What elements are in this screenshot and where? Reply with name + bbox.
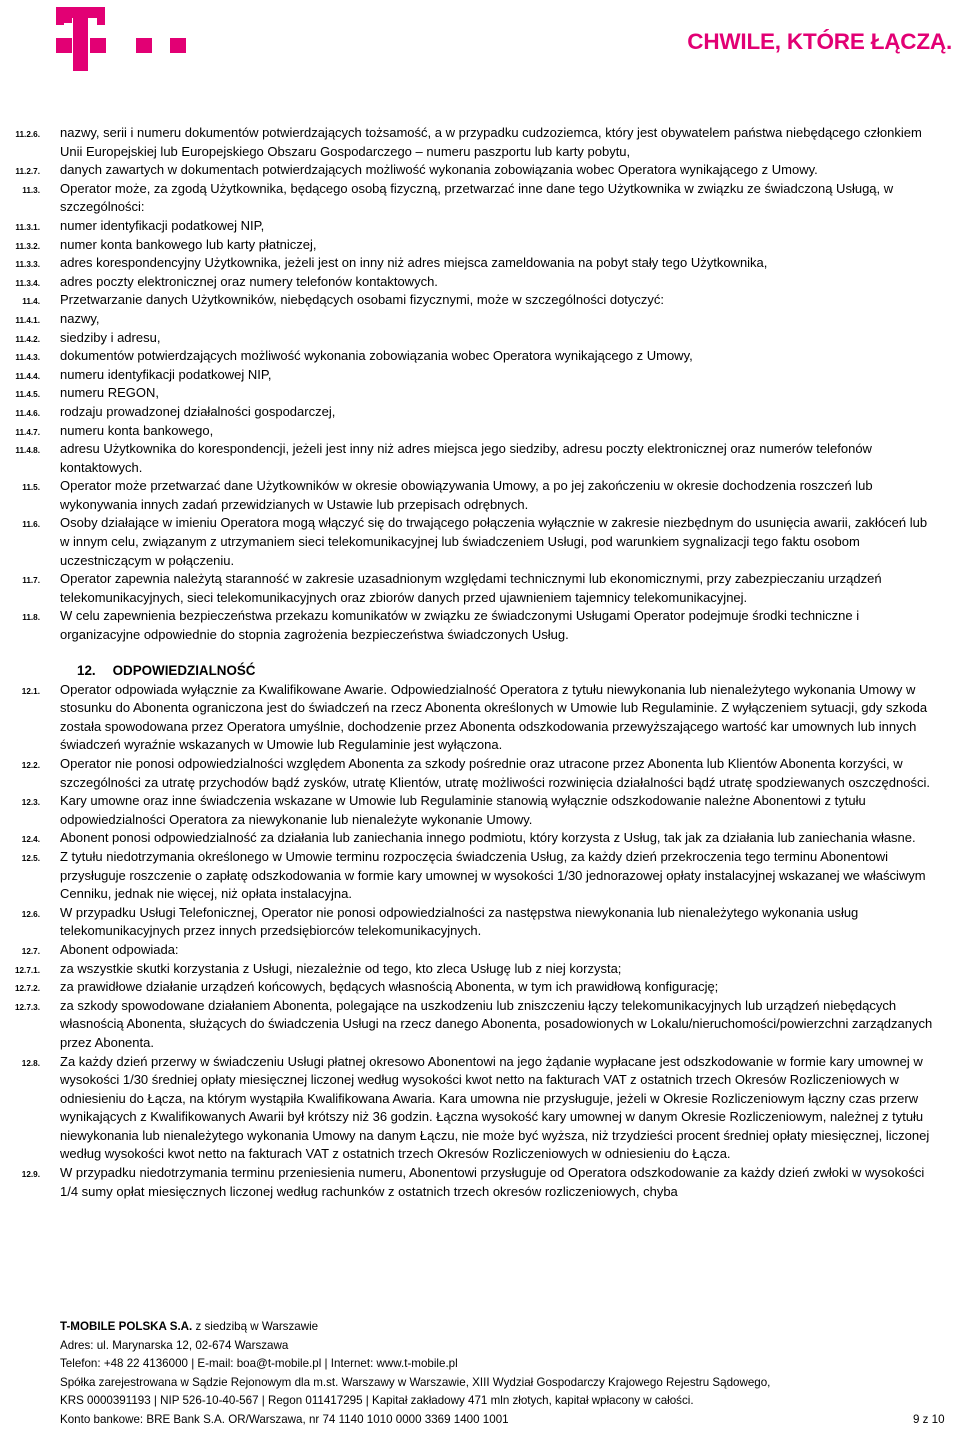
item-text: Operator zapewnia należytą staranność w zakresie uzasadnionym względami technicznymi lub ekonomicznymi, przy zabezpieczaniu urządzeń telekomunikacyjnych, sieci telekomunikacyjnych oraz zbiorów danych przed ujawnieniem tajemnicy telekomunikacyjnej. bbox=[60, 571, 882, 605]
item-text: numer identyfikacji podatkowej NIP, bbox=[60, 217, 265, 233]
item-text: Operator odpowiada wyłącznie za Kwalifikowane Awarie. Odpowiedzialność Operatora z tytułu niewykonania lub nienależytego wykonania Umowy w stosunku do Abonenta ograniczona jest do świadczeń na rzecz Abonenta określonych w Umowie lub Regulaminie. Z wyłączeniem sytuacji, gdy szkoda została spowodowana przez Operatora umyślnie, dochodzenie przez Abonenta odszkodowania przewyższającego wartość kar umownych lub innych świadczeń wyraźnie wskazanych w Umowie lub Regulaminie jest wyłączona. bbox=[60, 681, 928, 753]
list-item bbox=[0, 755, 960, 792]
item-number: 11.3. bbox=[22, 185, 40, 195]
item-text: Abonent ponosi odpowiedzialność za działania lub zaniechania innego podmiotu, który korzysta z Usług, tak jak za działania lub zaniechania własne. bbox=[60, 830, 916, 846]
list-item bbox=[0, 997, 960, 1053]
item-text: Operator może przetwarzać dane Użytkowników w okresie obowiązywania Umowy, a po jej zakończeniu w okresie dochodzenia roszczeń lub wykonywania innych zadań przewidzianych w Ustawie lub przepisach odrębnych. bbox=[60, 478, 873, 512]
section-11-list bbox=[0, 124, 960, 645]
item-number: 12.9. bbox=[21, 1170, 40, 1180]
document-body bbox=[0, 124, 960, 1201]
item-number: 12.7. bbox=[21, 946, 40, 956]
list-item bbox=[0, 514, 960, 570]
company-registry: Spółka zarejestrowana w Sądzie Rejonowym dla m.st. Warszawy w Warszawie, XIII Wydział Gospodarczy Krajowego Rejestru Sądowego, bbox=[60, 1375, 771, 1389]
item-number: 12.7.1. bbox=[14, 965, 40, 975]
item-number: 12.2. bbox=[21, 761, 40, 770]
item-text: adres poczty elektronicznej oraz numery telefonów kontaktowych. bbox=[60, 273, 438, 289]
bank-account: Konto bankowe: BRE Bank S.A. OR/Warszawa, nr 74 1140 1010 0000 3369 1400 1001 9 z 10 bbox=[60, 1411, 770, 1430]
list-item bbox=[0, 124, 960, 161]
item-text: numeru identyfikacji podatkowej NIP, bbox=[60, 366, 272, 382]
list-item bbox=[0, 291, 960, 310]
item-number: 11.3.3. bbox=[15, 260, 40, 270]
item-text: numeru REGON, bbox=[60, 385, 159, 401]
item-text: nazwy, bbox=[60, 310, 100, 326]
item-number: 11.3.2. bbox=[15, 241, 40, 251]
list-item bbox=[0, 978, 960, 997]
item-number: 11.4.3. bbox=[15, 353, 40, 363]
item-text: adres korespondencyjny Użytkownika, jeżeli jest on inny niż adres miejsca zameldowania na pobyt stały tego Użytkownika, bbox=[60, 255, 768, 271]
list-item bbox=[0, 904, 960, 941]
item-number: 12.5. bbox=[21, 853, 40, 863]
list-item bbox=[0, 960, 960, 979]
list-item bbox=[0, 941, 960, 960]
list-item bbox=[0, 329, 960, 348]
list-item bbox=[0, 403, 960, 422]
item-text: Operator może, za zgodą Użytkownika, będącego osobą fizyczną, przetwarzać inne dane tego Użytkownika w związku ze świadczoną Usługą, w szczególności: bbox=[60, 180, 894, 215]
section-heading: 12. ODPOWIEDZIALNOŚĆ bbox=[77, 662, 256, 678]
company-name: T-MOBILE POLSKA S.A. bbox=[60, 1320, 193, 1333]
item-number: 12.1. bbox=[21, 686, 40, 696]
item-text: W przypadku Usługi Telefonicznej, Operator nie ponosi odpowiedzialności za następstwa niewykonania lub nienależytego wykonania usług telekomunikacyjnych przez innych przedsiębiorców telekomunikacyjnych. bbox=[60, 904, 859, 939]
item-number: 11.4.6. bbox=[15, 408, 40, 418]
item-text: Operator nie ponosi odpowiedzialności względem Abonenta za szkody pośrednie oraz utracone przez Abonenta lub Klientów Abonenta korzyści, w szczególności za utratę przychodów bądź zysków, utratę Klientów, utratę możliwości rozwinięcia działalności bądź utratę spodziewanych oszczędności. bbox=[60, 756, 930, 790]
item-number: 11.4.1. bbox=[15, 315, 40, 325]
company-address: Adres: ul. Marynarska 12, 02-674 Warszawa bbox=[60, 1338, 289, 1352]
list-item bbox=[0, 310, 960, 329]
company-ids: KRS 0000391193 | NIP 526-10-40-567 | Regon 011417295 | Kapitał zakładowy 471 mln złotych, kapitał wpłacony w całości. bbox=[60, 1394, 694, 1408]
item-text: danych zawartych w dokumentach potwierdzających możliwość wykonania zobowiązania wobec Operatora wynikającego z Umowy. bbox=[60, 162, 818, 178]
list-item bbox=[0, 384, 960, 403]
list-item bbox=[0, 1164, 960, 1201]
item-text: dokumentów potwierdzających możliwość wykonania zobowiązania wobec Operatora wynikającego z Umowy, bbox=[60, 348, 693, 364]
section-12-list bbox=[0, 681, 960, 1202]
item-number: 11.4.4. bbox=[15, 371, 40, 381]
item-number: 11.7. bbox=[22, 576, 40, 586]
company-seat: z siedzibą w Warszawie bbox=[192, 1320, 319, 1333]
item-number: 11.4.8. bbox=[15, 446, 40, 456]
item-number: 11.3.4. bbox=[15, 278, 40, 288]
item-number: 12.7.2. bbox=[14, 984, 40, 994]
item-number: 11.8. bbox=[22, 613, 40, 623]
item-text: Osoby działające w imieniu Operatora mogą włączyć się do trwającego połączenia wyłącznie w zakresie niezbędnym do usunięcia awarii, zakłóceń lub w innym celu, związanym z utrzymaniem sieci telekomunikacyjnej lub świadczeniem Usługi, pod warunkiem sygnalizacji tego faktu osobom uczestniczącym w połączeniu. bbox=[60, 515, 928, 568]
item-text: Za każdy dzień przerwy w świadczeniu Usługi płatnej okresowo Abonentowi na jego żądanie wypłacane jest odszkodowanie w formie kary umownej w wysokości 1/30 średniej opłaty miesięcznej liczonej według wysokości kwot netto na fakturach VAT z ostatnich trzech Okresów Rozliczeniowych w odniesieniu do Łącza, na którym wystąpiła Kwalifikowana Awaria. Kara umowna nie przysługuje, jeżeli w Okresie Rozliczeniowym łączny czas przerw wynikających z Kwalifikowanych Awarii był krótszy niż 36 godzin. Łączna wysokość kary umownej w danym Okresie Rozliczeniowym, należnej z tytułu niewykonania lub nienależytego wykonania Umowy na danym Łączu, nie może być wyższa, niż trzydzieści procent średniej opłaty miesięcznej, liczonej według wysokości kwot netto na fakturach VAT z ostatnich trzech Okresów Rozliczeniowych w odniesieniu do Łącza. bbox=[60, 1053, 930, 1162]
list-item bbox=[0, 347, 960, 366]
list-item bbox=[0, 440, 960, 477]
item-text: siedziby i adresu, bbox=[60, 329, 161, 345]
item-text: Z tytułu niedotrzymania określonego w Umowie terminu rozpoczęcia świadczenia Usług, za każdy dzień przekroczenia tego terminu Abonentowi przysługuje roszczenie o zapłatę odszkodowania w formie kary umownej w wysokości 1/30 jednorazowej opłaty instalacyjnej wskazanej we właściwym Cenniku, jednak nie więcej, niż opłata instalacyjna. bbox=[60, 848, 926, 902]
item-number: 12.8. bbox=[21, 1058, 40, 1068]
item-text: numeru konta bankowego, bbox=[60, 422, 214, 438]
list-item bbox=[0, 273, 960, 292]
list-item bbox=[0, 254, 960, 273]
item-text: numer konta bankowego lub karty płatniczej, bbox=[60, 236, 317, 252]
item-number: 11.4. bbox=[22, 297, 40, 307]
item-text: Kary umowne oraz inne świadczenia wskazane w Umowie lub Regulaminie stanowią wyłącznie odszkodowanie należne Abonentowi z tytułu odpowiedzialności Operatora za niewykonanie lub nienależyte wykonanie Umowy. bbox=[60, 793, 866, 827]
list-item bbox=[0, 792, 960, 829]
item-text: nazwy, serii i numeru dokumentów potwierdzających tożsamość, a w przypadku cudzoziemca, który jest obywatelem państwa niebędącego członkiem Unii Europejskiej lub Europejskiego Obszaru Gospodarczego – numeru paszportu lub karty pobytu, bbox=[60, 125, 922, 159]
item-text: Przetwarzanie danych Użytkowników, niebędących osobami fizycznymi, może w szczególności dotyczyć: bbox=[60, 292, 665, 308]
list-item bbox=[0, 180, 960, 217]
item-text: W celu zapewnienia bezpieczeństwa przekazu komunikatów w związku ze świadczonymi Usługami Operator podejmuje środki techniczne i organizacyjne odpowiednie do stopnia zagrożenia bezpieczeństwa świadczonych Usług. bbox=[60, 608, 860, 643]
list-item bbox=[0, 829, 960, 848]
item-number: 11.5. bbox=[22, 483, 40, 493]
item-number: 12.6. bbox=[21, 909, 40, 919]
item-text: za prawidłowe działanie urządzeń końcowych, będących własnością Abonenta, w tym ich prawidłową konfigurację; bbox=[60, 979, 719, 995]
page-number: 9 z 10 bbox=[913, 1412, 945, 1426]
item-text: za szkody spowodowane działaniem Abonenta, polegające na uszkodzeniu lub zniszczeniu łączy telekomunikacyjnych lub urządzeń niebędących własnością Abonenta, służących do świadczenia Usługi na rzecz danego Abonenta, posadowionych w Lokalu/nieruchomości/powierzchni zarządzanych przez Abonenta. bbox=[60, 997, 933, 1050]
list-item bbox=[0, 217, 960, 236]
tagline: CHWILE, KTÓRE ŁĄCZĄ. bbox=[687, 29, 952, 54]
list-item bbox=[0, 366, 960, 385]
company-contact: Telefon: +48 22 4136000 | E-mail: boa@t-mobile.pl | Internet: www.t-mobile.pl bbox=[60, 1357, 458, 1371]
item-number: 11.2.6. bbox=[15, 130, 40, 139]
section-title: ODPOWIEDZIALNOŚĆ bbox=[112, 662, 256, 678]
list-item bbox=[0, 161, 960, 180]
item-number: 11.4.7. bbox=[15, 427, 40, 437]
list-item bbox=[0, 681, 960, 755]
item-text: Abonent odpowiada: bbox=[60, 941, 179, 957]
item-number: 11.6. bbox=[22, 520, 40, 530]
list-item bbox=[0, 477, 960, 514]
list-item bbox=[0, 236, 960, 255]
list-item bbox=[0, 848, 960, 904]
item-number: 11.2.7. bbox=[15, 167, 40, 177]
item-text: W przypadku niedotrzymania terminu przeniesienia numeru, Abonentowi przysługuje od Operatora odszkodowanie za każdy dzień zwłoki w wysokości 1/4 sumy opłat miesięcznych liczonej według rachunków z ostatnich trzech okresów rozliczeniowych, chyba bbox=[60, 1165, 925, 1199]
t-mobile-logo-icon bbox=[56, 7, 188, 71]
list-item bbox=[0, 1053, 960, 1165]
item-text: za wszystkie skutki korzystania z Usługi, niezależnie od tego, kto zleca Usługę lub z niej korzysta; bbox=[60, 960, 622, 976]
item-number: 12.4. bbox=[21, 835, 40, 845]
item-number: 11.4.5. bbox=[15, 390, 40, 400]
list-item bbox=[0, 570, 960, 607]
item-number: 11.3.1. bbox=[15, 222, 40, 232]
list-item bbox=[0, 607, 960, 644]
item-text: rodzaju prowadzonej działalności gospodarczej, bbox=[60, 403, 336, 419]
item-text: adresu Użytkownika do korespondencji, jeżeli jest inny niż adres miejsca jego siedziby, adresu poczty elektronicznej oraz numerów telefonów kontaktowych. bbox=[60, 441, 872, 475]
item-number: 11.4.2. bbox=[15, 334, 40, 344]
page-footer bbox=[60, 1318, 945, 1430]
item-number: 12.7.3. bbox=[14, 1002, 40, 1012]
item-number: 12.3. bbox=[21, 798, 40, 808]
list-item bbox=[0, 422, 960, 441]
